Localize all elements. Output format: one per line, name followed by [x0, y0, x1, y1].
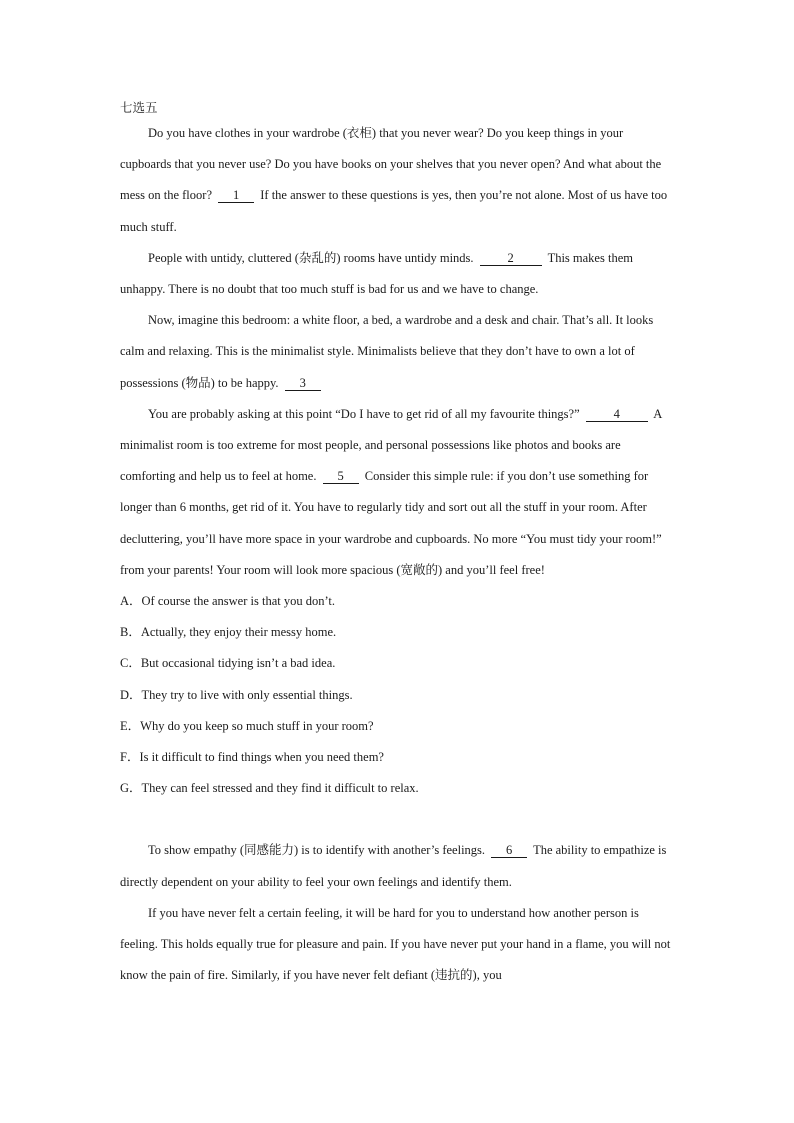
option-f[interactable]: [120, 742, 676, 773]
blank-5[interactable]: 5: [323, 469, 359, 484]
option-text: Is it difficult to find things when you need them?: [139, 750, 384, 765]
paragraph-text: This makes them unhappy. There is no doubt that too much stuff is bad for us and we have to change.: [120, 250, 633, 297]
options-list: [120, 586, 676, 804]
option-letter: C．: [120, 656, 141, 671]
option-text: They can feel stressed and they find it difficult to relax.: [141, 781, 419, 796]
blank-4[interactable]: 4: [586, 407, 648, 422]
option-text: But occasional tidying isn’t a bad idea.: [140, 656, 336, 671]
passage1-paragraph-2: [120, 243, 676, 305]
paragraph-text: You are probably asking at this point “Do I have to get rid of all my favourite things?”: [148, 406, 580, 421]
option-text: Why do you keep so much stuff in your room?: [140, 718, 374, 733]
paragraph-text: The ability to empathize is directly dependent on your ability to feel your own feelings and identify them.: [120, 843, 667, 889]
option-letter: F．: [120, 750, 140, 765]
passage1-paragraph-1: [120, 118, 676, 243]
option-letter: G．: [120, 781, 142, 796]
blank-1[interactable]: 1: [218, 188, 254, 203]
option-g[interactable]: [120, 773, 676, 804]
option-d[interactable]: [120, 680, 676, 711]
option-text: They try to live with only essential things.: [141, 687, 353, 702]
option-letter: A．: [120, 594, 142, 609]
option-text: Of course the answer is that you don’t.: [141, 594, 336, 609]
passage2-paragraph-1: [120, 835, 676, 897]
section-title: 七选五: [120, 101, 158, 115]
passage2-paragraph-2: [120, 898, 676, 992]
option-letter: E．: [120, 718, 141, 733]
passage1-paragraph-3: [120, 305, 676, 399]
blank-6[interactable]: 6: [491, 843, 527, 858]
option-c[interactable]: [120, 648, 676, 679]
blank-3[interactable]: 3: [285, 376, 321, 391]
paragraph-text: If you have never felt a certain feeling, it will be hard for you to understand how another person is feeling. This holds equally true for pleasure and pain. If you have never put your hand in a flame, you will not know the pain of fire. Similarly, if you have never felt defiant (违抗的), you: [120, 905, 671, 983]
option-letter: B．: [120, 625, 141, 640]
paragraph-text: A minimalist room is too extreme for most people, and personal possessions like photos and books are comforting and help us to feel at home.: [120, 406, 662, 484]
document-page: [120, 94, 676, 991]
blank-2[interactable]: 2: [480, 251, 542, 266]
paragraph-text: If the answer to these questions is yes, then you’re not alone. Most of us have too much stuff.: [120, 188, 668, 234]
option-letter: D．: [120, 687, 142, 702]
paragraph-text: Now, imagine this bedroom: a white floor, a bed, a wardrobe and a desk and chair. That’s all. It looks calm and relaxing. This is the minimalist style. Minimalists believe that they don’t have to own a lot of possessions (物品) to be happy.: [120, 313, 654, 390]
paragraph-text: To show empathy (同感能力) is to identify with another’s feelings.: [148, 843, 486, 858]
paragraph-text: Do you have clothes in your wardrobe (衣柜) that you never wear? Do you keep things in your cupboards that you never use? Do you have books on your shelves that you never open? And what about the mess on the floor?: [120, 126, 662, 203]
option-e[interactable]: [120, 711, 676, 742]
passage1-paragraph-4: [120, 399, 676, 586]
option-text: Actually, they enjoy their messy home.: [140, 625, 337, 640]
option-b[interactable]: [120, 617, 676, 648]
option-a[interactable]: [120, 586, 676, 617]
section-gap: [120, 804, 676, 835]
paragraph-text: Consider this simple rule: if you don’t use something for longer than 6 months, get rid of it. You have to regularly tidy and sort out all the stuff in your room. After decluttering, you’ll have more space in your wardrobe and cupboards. No more “You must tidy your room!” from your parents! Your room will look more spacious (宽敞的) and you’ll feel free!: [120, 469, 662, 577]
paragraph-text: People with untidy, cluttered (杂乱的) rooms have untidy minds.: [148, 250, 474, 265]
